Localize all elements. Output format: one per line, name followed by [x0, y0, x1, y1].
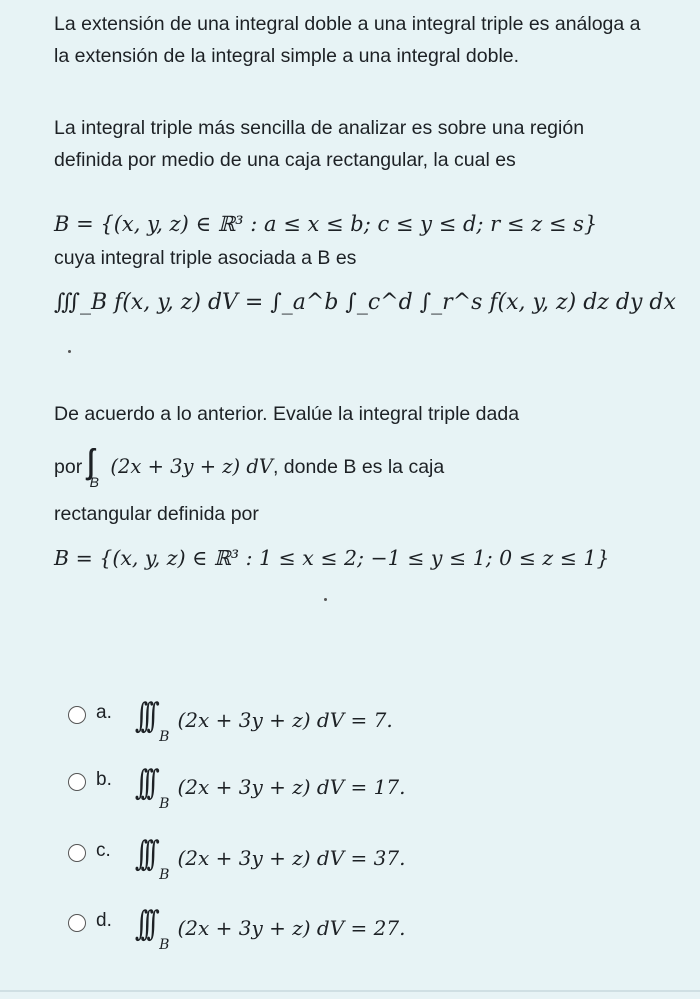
option-b[interactable] — [68, 763, 628, 831]
option-b-label: b. — [96, 769, 112, 790]
option-c-text: (2x + 3y + z) dV = 37. — [177, 846, 406, 870]
radio-button-a[interactable] — [68, 706, 86, 724]
option-c[interactable] — [68, 834, 628, 902]
radio-button-b[interactable] — [68, 773, 86, 791]
option-d-expression — [132, 904, 406, 953]
period-dot — [68, 350, 71, 353]
region-subscript: B — [159, 937, 170, 953]
radio-button-c[interactable] — [68, 844, 86, 862]
period-dot-2 — [324, 598, 327, 601]
region-subscript: B — [159, 796, 170, 812]
question-paragraph-1: De acuerdo a lo anterior. Evalúe la integral triple dada — [54, 403, 520, 425]
option-c-expression — [132, 834, 406, 883]
option-a[interactable] — [68, 696, 628, 764]
question-paragraph-3: rectangular definida por — [54, 503, 259, 525]
question-box-definition: B = {(x, y, z) ∈ ℝ³ : 1 ≤ x ≤ 2; −1 ≤ y ≤ 1; 0 ≤ z ≤ 1} — [54, 546, 610, 570]
triple-integral-symbol: ∫∫∫ — [134, 696, 153, 736]
associated-integral-text: cuya integral triple asociada a B es — [54, 247, 357, 269]
triple-integral-symbol: ∫∫∫ — [134, 904, 153, 944]
intro-paragraph-1: La extensión de una integral doble a una integral triple es análoga a la extensión de la integral simple a una integral doble. — [54, 13, 641, 67]
triple-integral-formula: ∭_B f(x, y, z) dV = ∫_a^b ∫_c^d ∫_r^s f(x, y, z) dz dy dx — [54, 290, 676, 315]
intro-paragraph-2: La integral triple más sencilla de analizar es sobre una región definida por medio de una caja rectangular, la cual es — [54, 117, 585, 171]
question-por: por — [54, 456, 83, 478]
option-c-label: c. — [96, 840, 111, 861]
option-d-label: d. — [96, 910, 112, 931]
region-subscript: B — [159, 729, 170, 745]
region-subscript: B — [159, 867, 170, 883]
option-b-text: (2x + 3y + z) dV = 17. — [177, 775, 406, 799]
option-a-expression — [132, 696, 393, 745]
option-a-text: (2x + 3y + z) dV = 7. — [177, 708, 393, 732]
option-d-text: (2x + 3y + z) dV = 27. — [177, 916, 406, 940]
region-subscript: B — [89, 474, 99, 490]
option-a-label: a. — [96, 702, 112, 723]
box-definition: B = {(x, y, z) ∈ ℝ³ : a ≤ x ≤ b; c ≤ y ≤ d; r ≤ z ≤ s} — [54, 212, 598, 236]
question-suffix: , donde B es la caja — [272, 456, 445, 478]
question-integrand: (2x + 3y + z) dV — [110, 455, 273, 478]
triple-integral-symbol: ∫∫∫ — [134, 763, 153, 803]
radio-button-d[interactable] — [68, 914, 86, 932]
option-b-expression — [132, 763, 406, 812]
divider — [0, 990, 700, 992]
option-d[interactable] — [68, 904, 628, 972]
triple-integral-symbol: ∫∫∫ — [134, 834, 153, 874]
question-paragraph-2 — [54, 446, 654, 490]
